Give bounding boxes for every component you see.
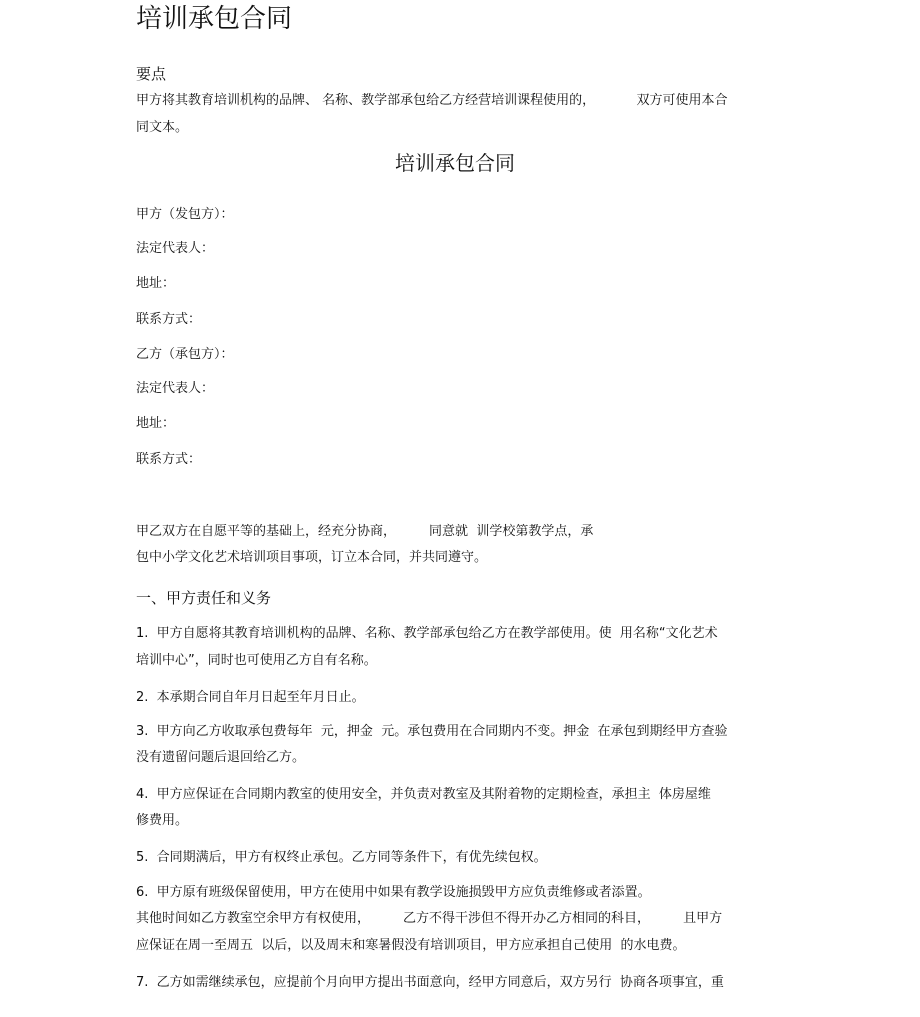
intro-line-2: 包中小学文化艺术培训项目事项，订立本合同，并共同遵守。 bbox=[136, 550, 488, 565]
clause-7-line-1: 7. 乙方如需继续承包，应提前个月向甲方提出书面意向，经甲方同意后，双方另行 协商各项事宜，重 bbox=[136, 975, 724, 990]
party-a-label: 甲方（发包方）： bbox=[136, 207, 234, 222]
party-a-contact: 联系方式： bbox=[136, 312, 202, 327]
clause-5: 5. 合同期满后，甲方有权终止承包。乙方同等条件下，有优先续包权。 bbox=[136, 850, 547, 865]
summary-line-2: 同文本。 bbox=[136, 120, 189, 135]
clause-4-line-1: 4. 甲方应保证在合同期内教室的使用安全，并负责对教室及其附着物的定期检查，承担主 体房屋维 bbox=[136, 787, 711, 802]
party-b-representative: 法定代表人： bbox=[136, 381, 215, 396]
clause-3-line-2: 没有遗留问题后退回给乙方。 bbox=[136, 750, 306, 765]
clause-1-line-2: 培训中心”，同时也可使用乙方自有名称。 bbox=[136, 653, 377, 668]
clause-6-line-2: 其他时间如乙方教室空余甲方有权使用， 乙方不得干涉但不得开办乙方相同的科目， 且甲方 bbox=[136, 911, 723, 926]
party-a-representative: 法定代表人： bbox=[136, 241, 215, 256]
party-b-address: 地址： bbox=[136, 416, 176, 431]
clause-1-line-1: 1. 甲方自愿将其教育培训机构的品牌、名称、教学部承包给乙方在教学部使用。使 用名称“文化艺术 bbox=[136, 626, 718, 641]
summary-heading: 要点 bbox=[136, 65, 167, 83]
intro-line-1: 甲乙双方在自愿平等的基础上，经充分协商， 同意就 训学校第教学点，承 bbox=[136, 524, 594, 539]
party-b-label: 乙方（承包方）： bbox=[136, 347, 234, 362]
clause-4-line-2: 修费用。 bbox=[136, 813, 189, 828]
party-a-address: 地址： bbox=[136, 276, 176, 291]
summary-line-1: 甲方将其教育培训机构的品牌、 名称、教学部承包给乙方经营培训课程使用的， 双方可使用本合 bbox=[136, 93, 728, 108]
clause-6-line-3: 应保证在周一至周五 以后，以及周末和寒暑假没有培训项目，甲方应承担自己使用 的水电费。 bbox=[136, 938, 686, 953]
clause-6-line-1: 6. 甲方原有班级保留使用，甲方在使用中如果有教学设施损毁甲方应负责维修或者添置。 bbox=[136, 885, 651, 900]
clause-3-line-1: 3. 甲方向乙方收取承包费每年 元，押金 元。承包费用在合同期内不变。押金 在承包到期经甲方查验 bbox=[136, 724, 728, 739]
document-title: 培训承包合同 bbox=[136, 4, 293, 34]
contract-title: 培训承包合同 bbox=[395, 151, 515, 175]
party-b-contact: 联系方式： bbox=[136, 452, 202, 467]
clause-2: 2. 本承期合同自年月日起至年月日止。 bbox=[136, 690, 365, 705]
section-1-heading: 一、甲方责任和义务 bbox=[136, 589, 272, 607]
